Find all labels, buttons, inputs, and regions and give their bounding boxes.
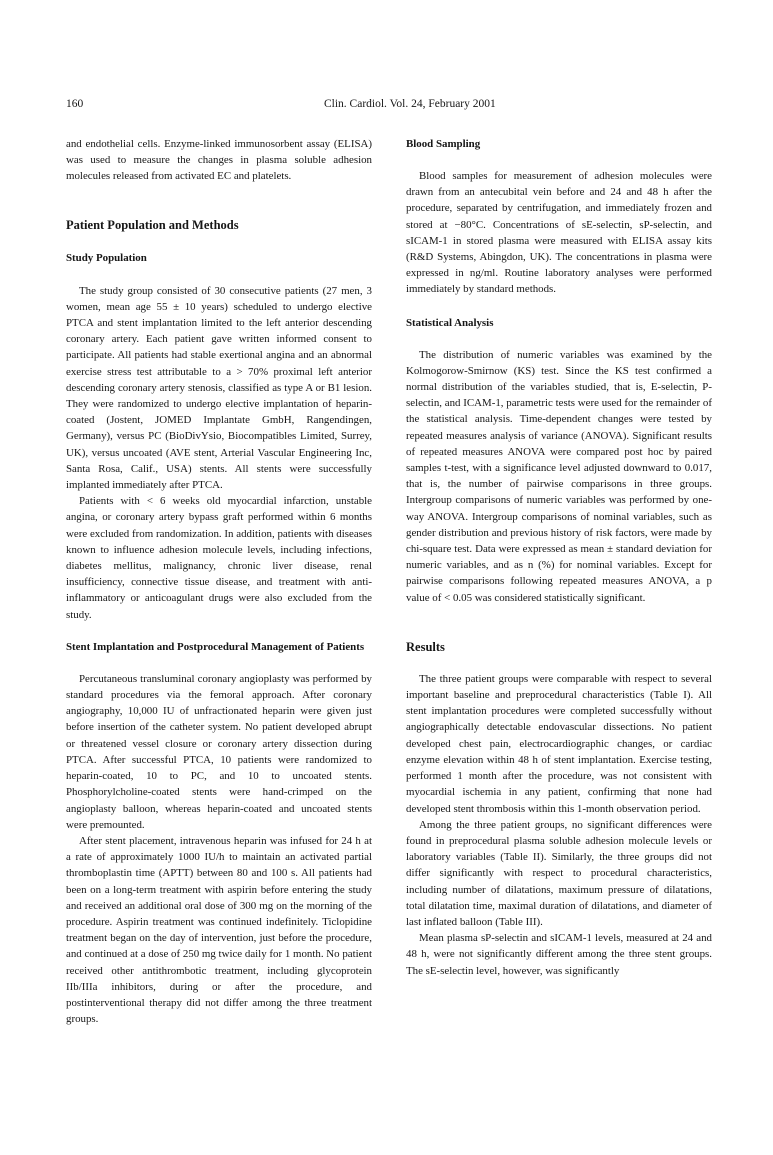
paragraph: After stent placement, intravenous heparin was infused for 24 h at a rate of approximately 1000 IU/h to maintain an activated partial thromboplastin time (APTT) between 80 and 100 s. All patients had been on a long-term treatment with aspirin before entering the study and received an additional oral dose of 300 mg on the morning of the procedure. Aspirin treatment was continued indefinitely. Ticlopidine treatment began on the day of intervention, just before the procedure, and continued at a dose of 250 mg twice daily for 1 month. No patient received other antithrombotic treatment, including glycoprotein IIb/IIIa inhibitors, during or after the procedure, and postinterventional therapy did not differ among the three treatment groups.: [66, 834, 372, 1026]
left-column: [66, 136, 372, 1027]
heading-stent-implantation: Stent Implantation and Postprocedural Management of Patients: [66, 640, 365, 653]
section-title-results: Results: [406, 639, 445, 654]
paragraph: Among the three patient groups, no significant differences were found in preprocedural plasma soluble adhesion molecule levels or laboratory variables (Table II). Similarly, the three groups did not differ significantly with respect to procedural characteristics, including number of dilatations, maximum pressure of dilatations, total dilatation time, maximal duration of dilatations, and diameter of last inflated balloon (Table III).: [406, 818, 712, 928]
section-title-methods: Patient Population and Methods: [66, 217, 239, 232]
paragraph: The distribution of numeric variables was examined by the Kolmogorow-Smirnow (KS) test. Since the KS test confirmed a normal distribution of the variables studied, that is, E-selectin, P-selectin, and ICAM-1, parametric tests were used for the remainder of the statistical analysis. Time-dependent changes were tested by repeated measures analysis of variance (ANOVA). Significant results of repeated measures ANOVA were compared post hoc by paired samples t-test, with a significance level adjusted downward to 0.017, that is, the number of pairwise comparisons in three groups. Intergroup comparisons of numeric variables was performed by one-way ANOVA. Intergroup comparisons of nominal variables, such as gender distribution and previous history of risk factors, were made by chi-square test. Data were expressed as mean ± standard deviation for numeric variables, and as n (%) for nominal variables. Except for pairwise comparisons following repeated measures ANOVA, a p value of < 0.05 was considered statistically significant.: [406, 348, 712, 604]
heading-statistical-analysis: Statistical Analysis: [406, 316, 494, 329]
paragraph: The study group consisted of 30 consecutive patients (27 men, 3 women, mean age 55 ± 10 years) scheduled to undergo elective PTCA and stent implantation limited to the left anterior descending coronary artery. Each patient gave written informed consent to participate. All patients had stable exertional angina and an abnormal exercise stress test attributable to a > 70% proximal left anterior descending coronary artery stenosis, classified as type A or B1 lesion. They were randomized to undergo elective implantation of heparin-coated (Jostent, JOMED Implantate GmbH, Rangendingen, Germany), versus PC (BioDivYsio, Biocompatibles Limited, Surrey, UK), versus uncoated (AVE stent, Arterial Vascular Engineering Inc, Santa Rosa, Calif., USA) stents. All stents were successfully implanted immediately after PTCA.: [66, 284, 372, 492]
right-column: [406, 136, 712, 979]
page-number: 160: [66, 98, 84, 110]
paragraph: Percutaneous transluminal coronary angioplasty was performed by standard procedures via the femoral approach. After coronary angiography, 10,000 IU of unfractionated heparin were given just before insertion of the catheter system. No patient developed abrupt or threatened vessel closure or coronary artery dissection during PTCA. After successful PTCA, 10 patients were randomized to heparin-coated, 10 to PC, and 10 to uncoated stents. Phosphorylcholine-coated stents were hand-crimped on the angioplasty balloon, whereas heparin-coated and uncoated stents were premounted.: [66, 672, 372, 831]
intro-paragraph: and endothelial cells. Enzyme-linked immunosorbent assay (ELISA) was used to measure the changes in plasma soluble adhesion molecules released from activated EC and platelets.: [66, 138, 372, 183]
paragraph: Mean plasma sP-selectin and sICAM-1 levels, measured at 24 and 48 h, were not significantly different among the three stent groups. The sE-selectin level, however, was significantly: [406, 932, 712, 977]
paragraph: Blood samples for measurement of adhesion molecules were drawn from an antecubital vein before and 24 and 48 h after the procedure, separated by centrifugation, and immediately frozen and stored at −80°C. Concentrations of sE-selectin, sP-selectin, and sICAM-1 in stored plasma were measured with ELISA assay kits (R&D Systems, Abingdon, UK). The concentrations in plasma were expressed in ng/ml. Routine laboratory analyses were performed immediately by standard methods.: [406, 170, 712, 296]
paragraph: Patients with < 6 weeks old myocardial infarction, unstable angina, or coronary artery bypass graft performed within 6 months were excluded from randomization. In addition, patients with diseases known to influence adhesion molecule levels, including infections, diabetes mellitus, malignancy, chronic liver disease, renal insufficiency, connective tissue disease, and treatment with anti-inflammatory or anticoagulant drugs were also excluded from the study.: [66, 495, 372, 621]
paragraph: The three patient groups were comparable with respect to several important baseline and preprocedural characteristics (Table I). All stent implantation procedures were completed successfully without angiographically detectable endovascular dissections. No patient developed chest pain, electrocardiographic changes, or cardiac enzyme elevation within 48 h of stent implantation. Exercise testing, performed 1 month after the procedure, was not consistent with myocardial ischemia in any patient, confirming that none had developed stent thrombosis within this 1-month observation period.: [406, 672, 712, 815]
journal-citation: Clin. Cardiol. Vol. 24, February 2001: [324, 98, 496, 110]
running-header: [66, 98, 710, 114]
heading-blood-sampling: Blood Sampling: [406, 138, 481, 150]
heading-study-population: Study Population: [66, 251, 147, 264]
